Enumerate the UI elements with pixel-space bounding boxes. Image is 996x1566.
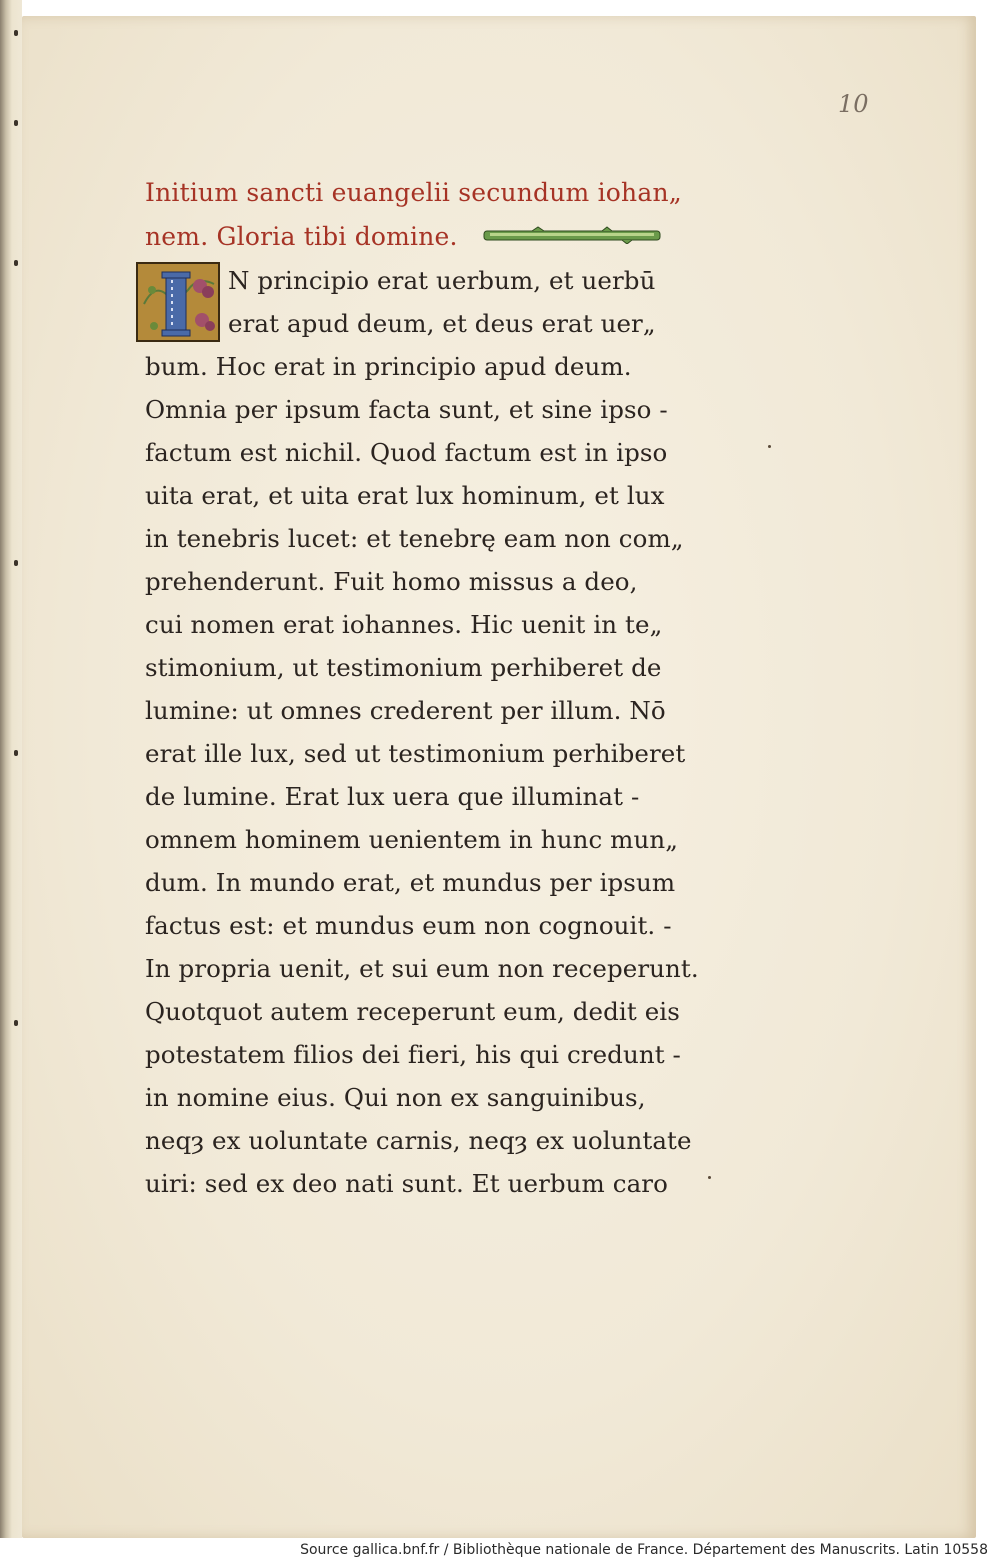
rubric-line-1: Initium sancti euangelii secundum iohan„ bbox=[145, 178, 682, 207]
text-line: in tenebris lucet: et tenebrę eam non com„ bbox=[145, 524, 684, 553]
text-line: factus est: et mundus eum non cognouit. - bbox=[145, 911, 672, 940]
binding-edge bbox=[0, 0, 22, 1538]
text-line: omnem hominem uenientem in hunc mun„ bbox=[145, 825, 679, 854]
line-filler-ornament bbox=[482, 226, 662, 244]
text-line: lumine: ut omnes crederent per illum. Nō bbox=[145, 696, 666, 725]
binding-stub bbox=[14, 750, 18, 756]
source-credit: Source gallica.bnf.fr / Bibliothèque nationale de France. Département des Manuscrits. Latin 10558 bbox=[300, 1542, 988, 1558]
text-line: prehenderunt. Fuit homo missus a deo, bbox=[145, 567, 638, 596]
text-line: Quotquot autem receperunt eum, dedit eis bbox=[145, 997, 680, 1026]
binding-stub bbox=[14, 120, 18, 126]
binding-stub bbox=[14, 30, 18, 36]
text-line: in nomine eius. Qui non ex sanguinibus, bbox=[145, 1083, 646, 1112]
illuminated-initial bbox=[136, 262, 220, 342]
text-line: erat apud deum, et deus erat uer„ bbox=[228, 309, 656, 338]
text-line: In propria uenit, et sui eum non receperunt. bbox=[145, 954, 699, 983]
binding-stub bbox=[14, 1020, 18, 1026]
text-line: uiri: sed ex deo nati sunt. Et uerbum caro bbox=[145, 1169, 668, 1198]
text-line: de lumine. Erat lux uera que illuminat - bbox=[145, 782, 640, 811]
text-line: dum. In mundo erat, et mundus per ipsum bbox=[145, 868, 676, 897]
text-line: Omnia per ipsum facta sunt, et sine ipso - bbox=[145, 395, 668, 424]
text-line: factum est nichil. Quod factum est in ipso bbox=[145, 438, 668, 467]
text-line: erat ille lux, sed ut testimonium perhiberet bbox=[145, 739, 686, 768]
text-line: cui nomen erat iohannes. Hic uenit in te„ bbox=[145, 610, 663, 639]
text-line: stimonium, ut testimonium perhiberet de bbox=[145, 653, 662, 682]
text-line: N principio erat uerbum, et uerbū bbox=[228, 266, 656, 295]
text-line: neqȝ ex uoluntate carnis, neqȝ ex uoluntate bbox=[145, 1126, 692, 1155]
rubric-line-2: nem. Gloria tibi domine. bbox=[145, 222, 458, 251]
ink-speck bbox=[768, 445, 771, 448]
binding-stub bbox=[14, 560, 18, 566]
text-line: uita erat, et uita erat lux hominum, et lux bbox=[145, 481, 665, 510]
ink-speck bbox=[708, 1176, 711, 1179]
text-line: potestatem filios dei fieri, his qui credunt - bbox=[145, 1040, 681, 1069]
binding-stub bbox=[14, 260, 18, 266]
folio-number: 10 bbox=[838, 90, 869, 118]
initial-decoration-icon bbox=[138, 264, 220, 342]
text-line: bum. Hoc erat in principio apud deum. bbox=[145, 352, 632, 381]
